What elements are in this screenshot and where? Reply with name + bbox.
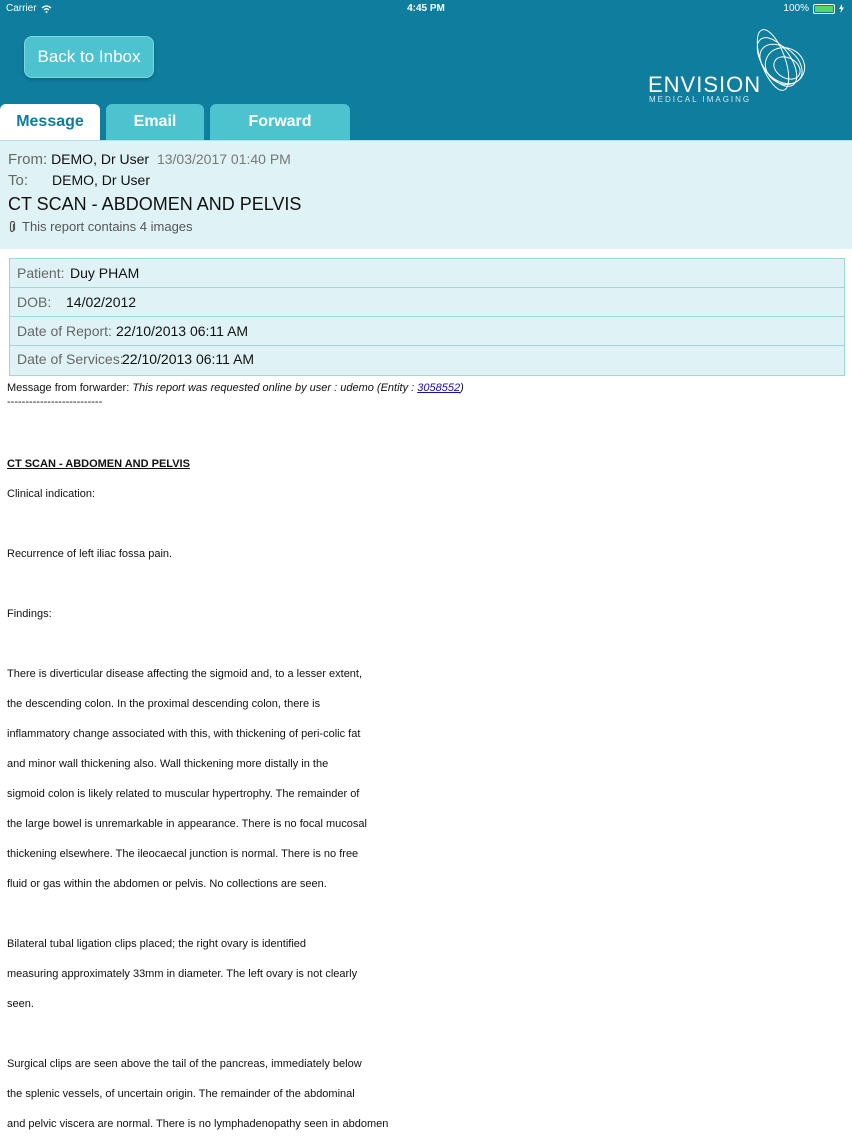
forwarder-prefix: Message from forwarder: — [7, 382, 133, 394]
message-date: 13/03/2017 01:40 PM — [156, 151, 291, 167]
from-value: DEMO, Dr User — [51, 151, 150, 167]
forwarder-message — [7, 382, 464, 394]
logo-subtitle: MEDICAL IMAGING — [649, 95, 752, 104]
patient-row — [10, 259, 844, 288]
from-row — [8, 151, 291, 168]
report-date-row — [10, 317, 844, 346]
attachment-info[interactable] — [8, 219, 193, 234]
report-line: thickening elsewhere. The ileocaecal junction is normal. There is no free — [7, 848, 359, 860]
report-line: Surgical clips are seen above the tail of the pancreas, immediately below — [7, 1058, 362, 1070]
charging-icon — [839, 4, 844, 13]
status-bar — [0, 0, 852, 18]
carrier-label: Carrier — [6, 3, 37, 14]
report-line: Findings: — [7, 608, 52, 620]
battery-icon — [813, 4, 835, 14]
report-date-value: 22/10/2013 06:11 AM — [116, 323, 249, 339]
dob-label: DOB: — [17, 294, 52, 310]
entity-link[interactable]: 3058552 — [417, 382, 461, 394]
message-header — [0, 140, 852, 249]
services-date-label: Date of Services: — [17, 351, 124, 367]
report-line: measuring approximately 33mm in diameter. The left ovary is not clearly — [7, 968, 358, 980]
report-title: CT SCAN - ABDOMEN AND PELVIS — [7, 458, 190, 470]
report-line: fluid or gas within the abdomen or pelvis. No collections are seen. — [7, 878, 327, 890]
report-line: the splenic vessels, of uncertain origin. The remainder of the abdominal — [7, 1088, 355, 1100]
services-date-row — [10, 345, 844, 373]
message-subject: CT SCAN - ABDOMEN AND PELVIS — [8, 194, 302, 214]
forwarder-text: This report was requested online by user : udemo (Entity : — [132, 382, 418, 394]
tab-email[interactable]: Email — [106, 104, 204, 140]
divider: -------------------------- — [7, 396, 103, 408]
battery-label: 100% — [783, 3, 809, 14]
report-line: There is diverticular disease affecting the sigmoid and, to a lesser extent, — [7, 668, 363, 680]
back-to-inbox-button[interactable]: Back to Inbox — [24, 36, 154, 78]
to-label: To: — [8, 172, 29, 189]
report-line: the large bowel is unremarkable in appearance. There is no focal mucosal — [7, 818, 367, 830]
envision-logo — [645, 20, 815, 110]
report-line: and pelvic viscera are normal. There is no lymphadenopathy seen in abdomen — [7, 1118, 389, 1130]
report-line: inflammatory change associated with this, with thickening of peri-colic fat — [7, 728, 361, 740]
report-line: Clinical indication: — [7, 488, 96, 500]
from-label: From: — [8, 151, 48, 168]
battery-status — [783, 3, 844, 14]
dob-value: 14/02/2012 — [66, 294, 137, 310]
logo-brand: ENVISION — [648, 72, 762, 97]
report-line: Recurrence of left iliac fossa pain. — [7, 548, 173, 560]
report-line: sigmoid colon is likely related to muscular hypertrophy. The remainder of — [7, 788, 360, 800]
report-line: the descending colon. In the proximal descending colon, there is — [7, 698, 321, 710]
report-line: and minor wall thickening also. Wall thickening more distally in the — [7, 758, 329, 770]
report-line: seen. — [7, 998, 34, 1010]
paperclip-icon — [8, 221, 16, 233]
tab-forward[interactable]: Forward — [210, 104, 350, 140]
tab-message[interactable]: Message — [0, 104, 100, 140]
forwarder-suffix: ) — [460, 382, 464, 394]
app-header — [0, 0, 852, 140]
to-row — [8, 172, 150, 189]
attachment-label: This report contains 4 images — [22, 219, 193, 234]
patient-label: Patient: — [17, 265, 65, 281]
to-value: DEMO, Dr User — [52, 172, 150, 188]
dob-row — [10, 288, 844, 317]
services-date-value: 22/10/2013 06:11 AM — [122, 351, 255, 367]
report-date-label: Date of Report: — [17, 323, 112, 339]
patient-value: Duy PHAM — [70, 265, 140, 281]
clock: 4:45 PM — [407, 3, 445, 14]
patient-details — [9, 258, 845, 376]
report-line: Bilateral tubal ligation clips placed; the right ovary is identified — [7, 938, 306, 950]
